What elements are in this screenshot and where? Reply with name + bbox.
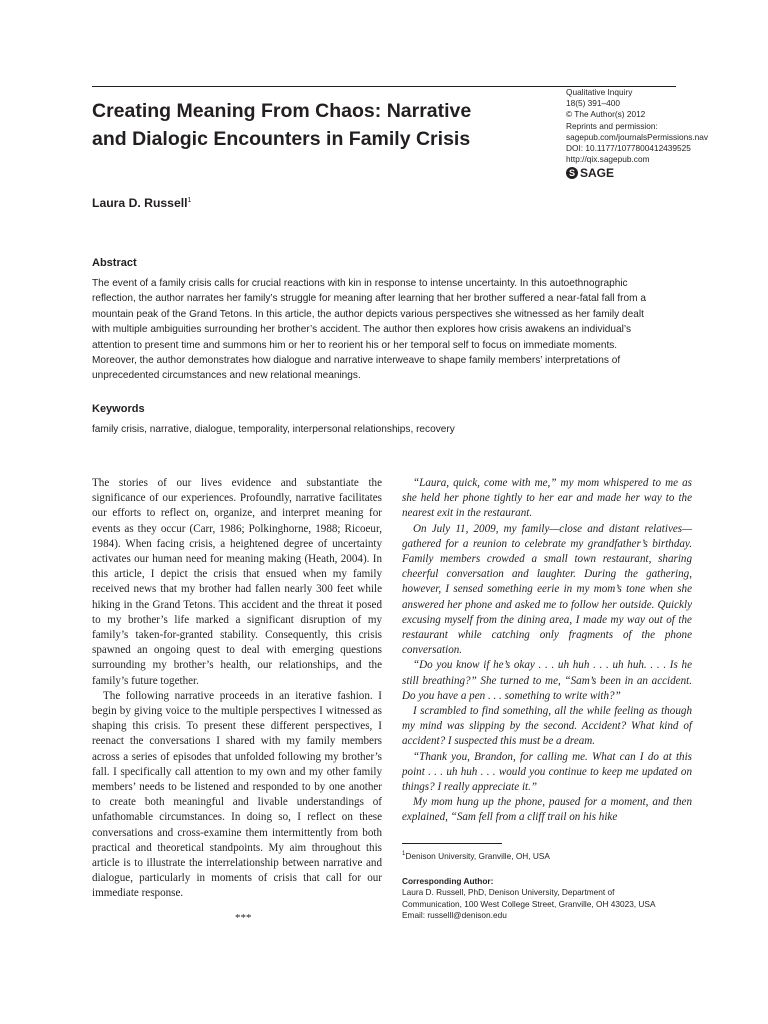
abstract-line: attention to present time and summons him or her to reorient his or her temporal self to focus on immediate moments. xyxy=(92,339,618,351)
reprints-label: Reprints and permission: xyxy=(566,120,658,131)
abstract-line: mountain peak of the Grand Tetons. In this article, the author depicts various perspectives she witnessed as her family dealt xyxy=(92,308,644,320)
article-title xyxy=(92,97,562,153)
footnote-mark: 1 xyxy=(402,851,406,857)
corresponding-author xyxy=(402,876,702,922)
narrative-paragraph: “Thank you, Brandon, for calling me. What can I do at this point . . . uh huh . . . would you continue to keep me updated on things? I really appreciate it.” xyxy=(402,750,692,794)
author-affiliation-mark: 1 xyxy=(187,196,192,204)
permissions-link[interactable]: sagepub.com/journalsPermissions.nav xyxy=(566,131,709,142)
narrative-paragraph: “Do you know if he’s okay . . . uh huh . . . uh huh. . . . Is he still breathing?” She turned to me, “Sam’s been in an accident. Do you have a pen . . . something to write with?” xyxy=(402,659,692,702)
abstract-line: with multiple ambiguities surrounding her brother’s accident. The author then explores how crisis awakens an individual’s xyxy=(92,324,632,336)
sage-mark-icon: S xyxy=(566,167,578,179)
footnote-rule xyxy=(402,843,502,844)
keywords-list: family crisis, narrative, dialogue, temporality, interpersonal relationships, recovery xyxy=(92,424,455,435)
narrative-paragraph: “Laura, quick, come with me,” my mom whispered to me as she held her phone tightly to her ear and made her way to the nearest exit in the restaurant. xyxy=(402,477,692,520)
volume-pages: 18(5) 391–400 xyxy=(566,98,620,109)
body-column-left xyxy=(92,476,382,902)
abstract-line: The event of a family crisis calls for crucial reactions with kin in response to intense uncertainty. In this autoethnographic xyxy=(92,278,628,289)
title-line: and Dialogic Encounters in Family Crisis xyxy=(92,128,471,150)
keywords-text xyxy=(92,422,676,437)
abstract-heading: Abstract xyxy=(92,257,137,269)
copyright: © The Author(s) 2012 xyxy=(566,109,646,120)
narrative-paragraph: My mom hung up the phone, paused for a moment, and then explained, “Sam fell from a cliff trail on his hike xyxy=(402,796,692,824)
abstract-line: reflection, the author narrates her family’s struggle for meaning after learning that her brother suffered a near-fatal fall from a xyxy=(92,293,646,305)
abstract-line: Moreover, the author demonstrates how dialogue and narrative interweave to shape family members’ interpretations of xyxy=(92,355,621,367)
corresponding-line: Communication, 100 West College Street, Granville, OH 43023, USA xyxy=(402,898,656,909)
journal-url[interactable]: http://qix.sagepub.com xyxy=(566,154,650,165)
corresponding-label: Corresponding Author: xyxy=(402,876,494,886)
journal-metadata xyxy=(566,87,716,165)
narrative-paragraph: On July 11, 2009, my family—close and distant relatives—gathered for a reunion to celebrate my grandfather’s birthday. Family members crowded a small town restaurant, sharing cheerful conversation and laughter. During the gathering, however, I sensed something eerie in my mom’s tone when she answered her phone and asked me to follow her outside. Quickly excusing myself from the dining area, I made my way out of the restaurant while catching only fragments of the phone conversation. xyxy=(402,522,692,657)
affiliation-footnote xyxy=(402,849,692,862)
narrative-paragraph: I scrambled to find something, all the while feeling as though my mind was slipping by the second. Accident? What kind of accident? I suspected this must be a dream. xyxy=(402,705,692,748)
footnote-text: Denison University, Granville, OH, USA xyxy=(405,850,550,861)
body-paragraph: The following narrative proceeds in an iterative fashion. I begin by giving voice to the multiple perspectives I witnessed as shaping this crisis. To present these different perspectives, I reenact the conversations I shared with my family members across a series of episodes that unfolded following my brother’s fall. I specifically call attention to my own and my other family members’ needs to be listened and responded to by one another to create both meaningful and livable understandings of unfathomable circumstances. In doing so, I reflect on these conversations and cross-examine them intermittently from both practical and theoretical standpoints. My aim throughout this article is to illustrate the interrelationship between narrative and dialogue, particularly in moments of crisis that call for our immediate response. xyxy=(92,689,382,900)
body-paragraph: The stories of our lives evidence and substantiate the significance of our experiences. Profoundly, narrative facilitates our efforts to reflect on, organize, and interpret meaning for events as they occur (Carr, 1986; Polkinghorne, 1988; Ricoeur, 1984). When facing crisis, a heightened degree of uncertainty activates our human need for meaning making (Heath, 2004). In this article, I depict the crisis that ensued when my family received news that my brother had fallen nearly 300 feet while hiking in the Grand Tetons. This accident and the threat it posed to my brother’s life marked a significant disruption of my family’s taken-for-granted stability. Consequently, this crisis spawned an ongoing quest to deal with emerging questions surrounding my brother’s health, our relationships, and the family’s future together. xyxy=(92,477,382,687)
author-text: Laura D. Russell xyxy=(92,196,188,210)
abstract-text xyxy=(92,276,676,384)
corresponding-line: Laura D. Russell, PhD, Denison University, Department of xyxy=(402,887,615,898)
abstract-line: unprecedented circumstances and new relational meanings. xyxy=(92,370,361,382)
corresponding-email[interactable]: Email: russelll@denison.edu xyxy=(402,910,507,921)
body-column-right xyxy=(402,476,692,826)
journal-name: Qualitative Inquiry xyxy=(566,87,633,97)
title-line: Creating Meaning From Chaos: Narrative xyxy=(92,100,472,122)
section-break: *** xyxy=(235,912,252,924)
author-name xyxy=(92,196,191,210)
sage-logo xyxy=(566,166,614,180)
doi[interactable]: DOI: 10.1177/1077800412439525 xyxy=(566,143,691,154)
keywords-heading: Keywords xyxy=(92,403,145,415)
publisher-name: SAGE xyxy=(580,166,615,180)
